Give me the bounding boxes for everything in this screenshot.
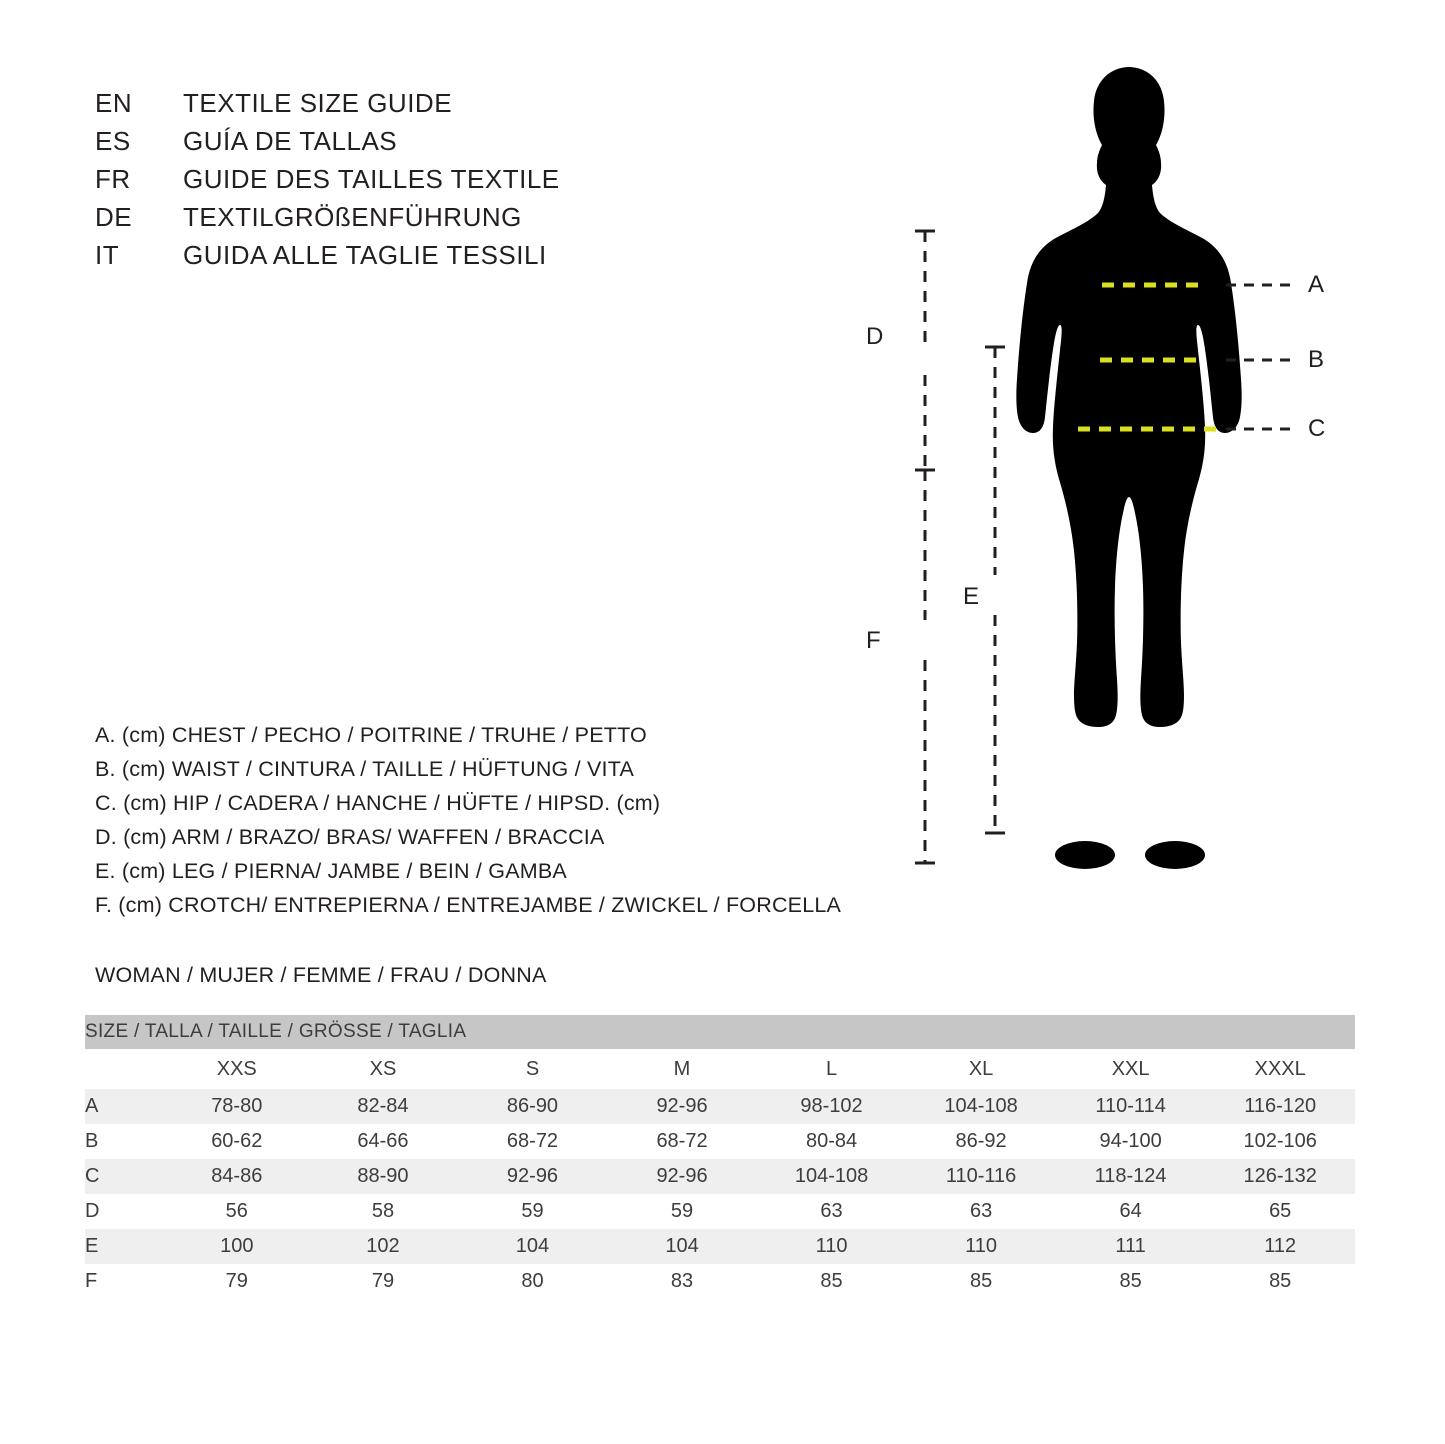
cell-c-s: 92-96 (458, 1159, 608, 1194)
table-header-corner (85, 1049, 165, 1089)
table-row (85, 1229, 1355, 1264)
span-label-e: E (963, 583, 980, 610)
cell-b-xl: 86-92 (955, 1130, 1007, 1152)
cell-f-xxs: 79 (225, 1270, 248, 1292)
table-header-l: L (757, 1049, 907, 1089)
cell-b-m: 68-72 (656, 1130, 708, 1152)
title-lang-code: FR (95, 164, 131, 194)
cell-d-xl: 63 (969, 1200, 993, 1222)
title-row (95, 240, 795, 278)
table-band-label: SIZE / TALLA / TAILLE / GRÖSSE / TAGLIA (85, 1015, 1355, 1049)
cell-e-l: 110 (757, 1229, 907, 1264)
cell-a-xs: 82-84 (308, 1089, 458, 1124)
title-text: GUIDA ALLE TAGLIE TESSILI (183, 240, 547, 270)
title-row (95, 202, 795, 240)
cell-e-xs: 102 (308, 1229, 458, 1264)
cell-d-m: 59 (670, 1200, 694, 1222)
cell-e-xxxl: 112 (1205, 1229, 1355, 1264)
cell-d-xxxl: 65 (1269, 1200, 1292, 1222)
row-key-a: A (85, 1089, 165, 1124)
table-row (85, 1194, 1355, 1229)
cell-d-l: 63 (820, 1200, 843, 1222)
cell-e-s: 104 (458, 1229, 608, 1264)
title-text: TEXTILE SIZE GUIDE (183, 88, 453, 118)
span-bracket-e (985, 347, 1005, 833)
cell-e-m: 104 (607, 1229, 757, 1264)
table-row (85, 1159, 1355, 1194)
table-header-m: M (607, 1049, 757, 1089)
cell-e-xxs: 100 (165, 1229, 308, 1264)
row-key-d: D (85, 1200, 100, 1222)
span-bracket-d (915, 231, 935, 470)
table-row (85, 1264, 1355, 1299)
cell-a-xxxl: 116-120 (1205, 1089, 1355, 1124)
table-header-row (85, 1049, 1355, 1089)
cell-d-xxl: 64 (1119, 1200, 1142, 1222)
span-label-d: D (866, 323, 884, 350)
title-lang-code: IT (95, 240, 120, 270)
table-row (85, 1089, 1355, 1124)
legend-item-e: E. (cm) LEG / PIERNA/ JAMBE / BEIN / GAMBA (95, 859, 567, 883)
title-lang-code: EN (95, 88, 133, 118)
legend-item-d: D. (cm) ARM / BRAZO/ BRAS/ WAFFEN / BRACCIA (95, 825, 605, 849)
title-block (95, 88, 795, 278)
cell-a-xl: 104-108 (906, 1089, 1056, 1124)
table-header-xs: XS (308, 1049, 458, 1089)
title-row (95, 164, 795, 202)
cell-c-l: 104-108 (757, 1159, 907, 1194)
legend-item-a: A. (cm) CHEST / PECHO / POITRINE / TRUHE / PETTO (95, 723, 647, 747)
title-text: TEXTILGRÖßENFÜHRUNG (183, 202, 522, 232)
title-text: GUIDE DES TAILLES TEXTILE (183, 164, 560, 194)
span-label-f: F (866, 627, 881, 654)
measure-label-c: C (1308, 415, 1326, 442)
cell-e-xl: 110 (906, 1229, 1056, 1264)
title-lang-code: DE (95, 202, 133, 232)
gender-label: WOMAN / MUJER / FEMME / FRAU / DONNA (95, 963, 547, 987)
title-row (95, 88, 795, 126)
cell-d-xxs: 56 (225, 1200, 248, 1222)
measure-label-b: B (1308, 346, 1325, 373)
cell-d-xs: 58 (371, 1200, 395, 1222)
title-text: GUÍA DE TALLAS (183, 126, 398, 156)
cell-d-s: 59 (521, 1200, 544, 1222)
table-header-s: S (458, 1049, 608, 1089)
row-key-b: B (85, 1130, 99, 1152)
cell-a-s: 86-90 (458, 1089, 608, 1124)
row-key-e: E (85, 1229, 165, 1264)
cell-a-xxs: 78-80 (165, 1089, 308, 1124)
cell-c-xxxl: 126-132 (1205, 1159, 1355, 1194)
cell-e-xxl: 111 (1056, 1229, 1206, 1264)
legend-item-b: B. (cm) WAIST / CINTURA / TAILLE / HÜFTUNG / VITA (95, 757, 634, 781)
cell-c-xl: 110-116 (906, 1159, 1056, 1194)
cell-b-xxs: 60-62 (211, 1130, 263, 1152)
cell-c-xs: 88-90 (308, 1159, 458, 1194)
title-row (95, 126, 795, 164)
cell-b-xxxl: 102-106 (1243, 1130, 1317, 1152)
cell-b-xxl: 94-100 (1099, 1130, 1162, 1152)
legend-block (95, 723, 955, 927)
cell-f-xxxl: 85 (1269, 1270, 1292, 1292)
table-header-xxs: XXS (165, 1049, 308, 1089)
cell-b-xs: 64-66 (357, 1130, 409, 1152)
cell-c-xxs: 84-86 (165, 1159, 308, 1194)
cell-a-m: 92-96 (607, 1089, 757, 1124)
cell-c-m: 92-96 (607, 1159, 757, 1194)
cell-f-xl: 85 (969, 1270, 993, 1292)
cell-f-l: 85 (820, 1270, 843, 1292)
legend-item-c: C. (cm) HIP / CADERA / HANCHE / HÜFTE / HIPSD. (cm) (95, 791, 661, 815)
cell-b-s: 68-72 (506, 1130, 559, 1152)
cell-a-xxl: 110-114 (1056, 1089, 1206, 1124)
title-lang-code: ES (95, 126, 131, 156)
legend-item-f: F. (cm) CROTCH/ ENTREPIERNA / ENTREJAMBE / ZWICKEL / FORCELLA (95, 893, 842, 917)
table-row (85, 1124, 1355, 1159)
size-table (85, 1015, 1355, 1299)
table-header-xxxl: XXXL (1205, 1049, 1355, 1089)
table-band-row (85, 1015, 1355, 1049)
cell-f-xs: 79 (371, 1270, 395, 1292)
cell-f-s: 80 (521, 1270, 544, 1292)
cell-f-m: 83 (670, 1270, 694, 1292)
female-silhouette-icon (1016, 67, 1241, 869)
row-key-c: C (85, 1159, 165, 1194)
row-key-f: F (85, 1270, 98, 1292)
table-header-xl: XL (906, 1049, 1056, 1089)
cell-a-l: 98-102 (757, 1089, 907, 1124)
cell-c-xxl: 118-124 (1056, 1159, 1206, 1194)
table-header-xxl: XXL (1056, 1049, 1206, 1089)
measure-label-a: A (1308, 271, 1325, 298)
cell-f-xxl: 85 (1119, 1270, 1142, 1292)
cell-b-l: 80-84 (805, 1130, 858, 1152)
